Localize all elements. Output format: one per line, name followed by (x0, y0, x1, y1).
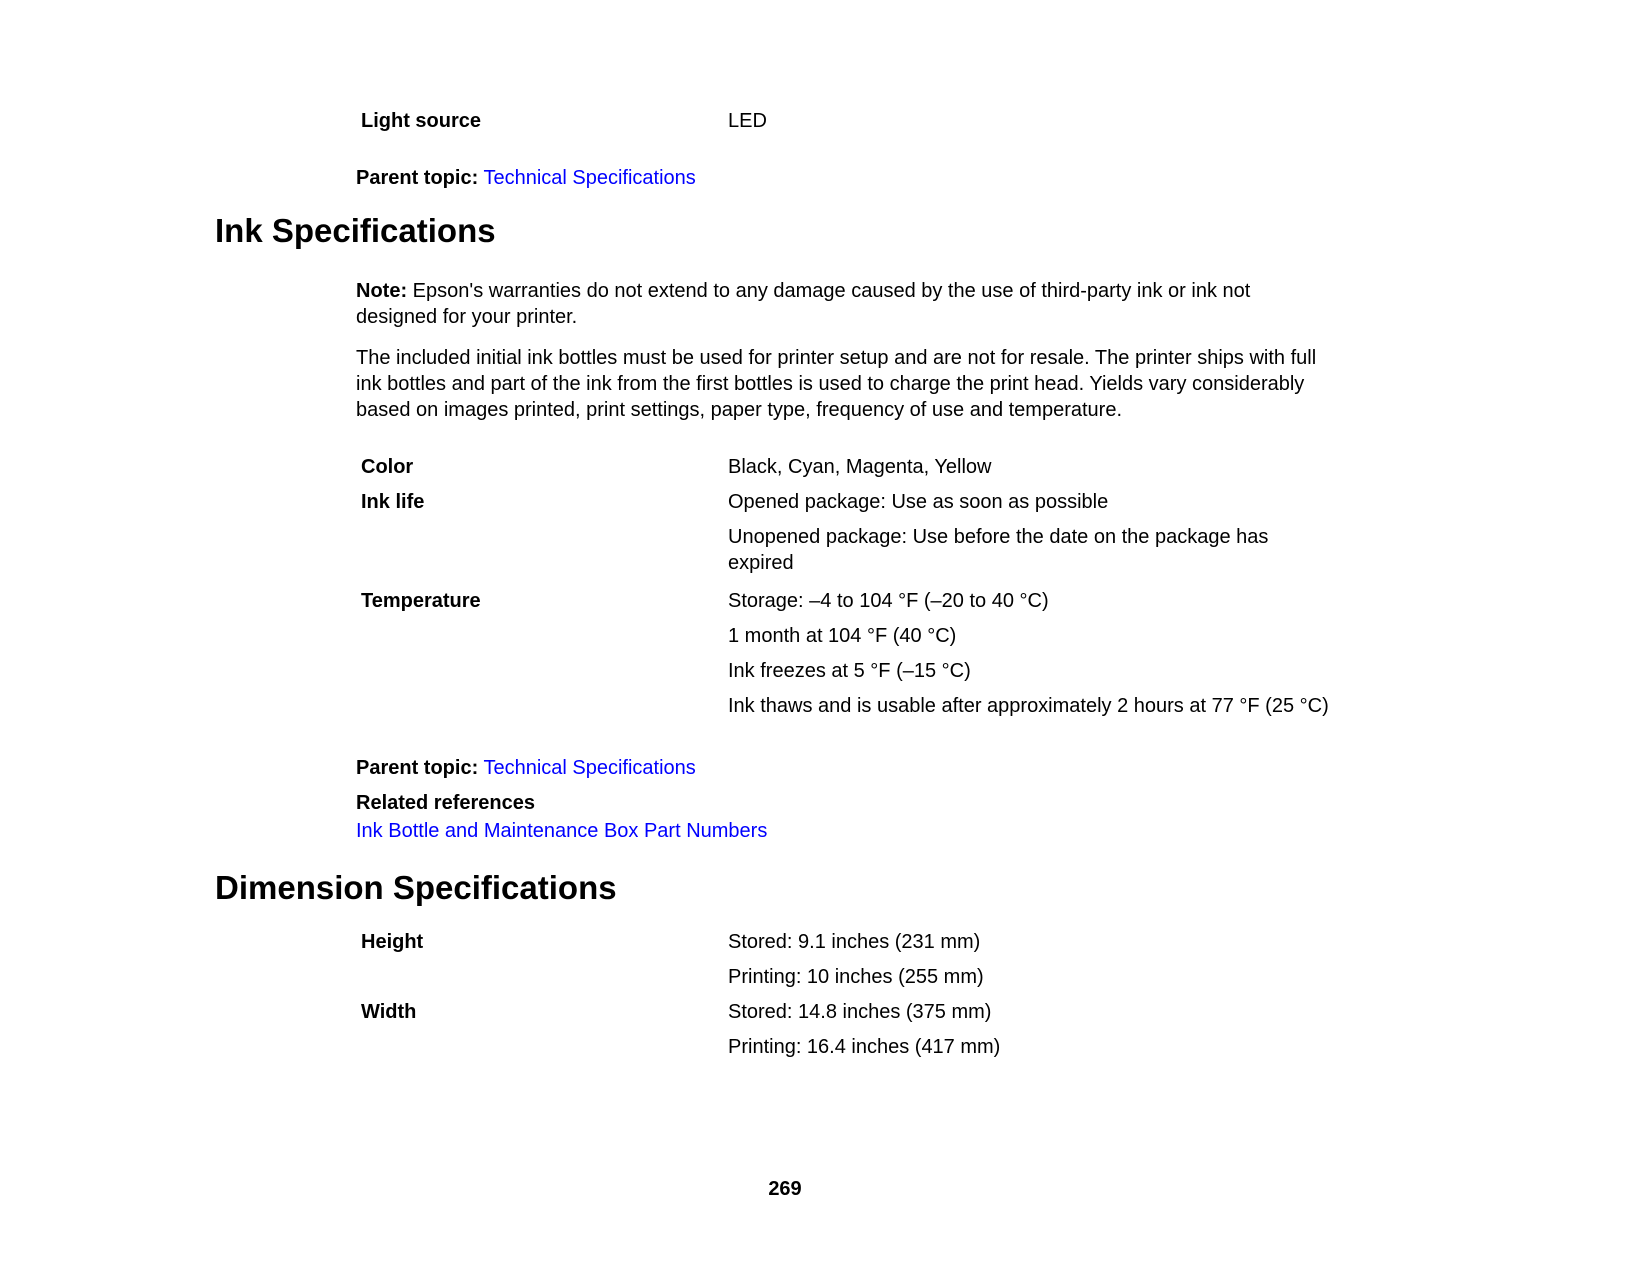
note-text: Epson's warranties do not extend to any damage caused by the use of third-party ink or ink not designed for your printer. (356, 280, 1251, 328)
related-reference-link[interactable]: Ink Bottle and Maintenance Box Part Numbers (356, 820, 768, 842)
ink-note-paragraph (356, 278, 1331, 330)
spec-value (728, 489, 1353, 515)
spec-value (728, 623, 1353, 649)
spec-label: Light source (361, 110, 482, 132)
parent-topic-label: Parent topic: (356, 167, 479, 189)
spec-row (361, 489, 1361, 515)
spec-row (361, 929, 1361, 955)
ink-spec-table (361, 454, 1361, 728)
spec-row (361, 524, 1361, 576)
spec-label (361, 623, 728, 649)
light-source-spec-table (361, 108, 1361, 143)
spec-label (361, 693, 728, 719)
spec-row (361, 588, 1361, 614)
spec-value-line: Ink thaws and is usable after approximately 2 hours at 77 °F (25 °C) (728, 695, 1329, 717)
spec-label (361, 658, 728, 684)
spec-row (361, 1034, 1361, 1060)
spec-value-line: expired (728, 552, 794, 574)
spec-value-line: Ink freezes at 5 °F (–15 °C) (728, 660, 971, 682)
spec-label (361, 524, 728, 576)
ink-specifications-heading: Ink Specifications (215, 212, 496, 249)
dimension-specifications-heading: Dimension Specifications (215, 869, 617, 906)
spec-label (361, 1034, 728, 1060)
spec-value-line: 1 month at 104 °F (40 °C) (728, 625, 957, 647)
spec-value-line: Stored: 14.8 inches (375 mm) (728, 1001, 992, 1023)
spec-label: Temperature (361, 590, 481, 612)
spec-row (361, 964, 1361, 990)
spec-value (728, 454, 1353, 480)
spec-row (361, 454, 1361, 480)
spec-value (728, 524, 1353, 576)
spec-label: Ink life (361, 491, 425, 513)
spec-value-line: Stored: 9.1 inches (231 mm) (728, 931, 981, 953)
parent-topic-row (356, 165, 696, 191)
spec-value (728, 929, 1353, 955)
spec-value (728, 588, 1353, 614)
spec-value (728, 999, 1353, 1025)
spec-row (361, 658, 1361, 684)
related-references-label: Related references (356, 792, 535, 814)
spec-value-line: Printing: 16.4 inches (417 mm) (728, 1036, 1001, 1058)
related-reference-row (356, 818, 767, 844)
parent-topic-link[interactable]: Technical Specifications (483, 757, 696, 779)
spec-row (361, 999, 1361, 1025)
spec-value (728, 658, 1353, 684)
page-number: 269 (768, 1178, 802, 1200)
spec-value (728, 1034, 1353, 1060)
spec-value (728, 964, 1353, 990)
parent-topic-link[interactable]: Technical Specifications (483, 167, 696, 189)
ink-intro-paragraph: The included initial ink bottles must be used for printer setup and are not for resale. The printer ships with full ink bottles and part of the ink from the first bottles is used to charge the print head. Yields vary considerably based on images printed, print settings, paper type, frequency of use and temperature. (356, 347, 1317, 421)
note-label: Note: (356, 280, 408, 302)
dimension-spec-table (361, 929, 1361, 1069)
spec-row (361, 693, 1361, 719)
spec-label (361, 964, 728, 990)
spec-row (361, 108, 1361, 134)
spec-row (361, 623, 1361, 649)
spec-value-line: Black, Cyan, Magenta, Yellow (728, 456, 992, 478)
spec-value-line: Printing: 10 inches (255 mm) (728, 966, 984, 988)
spec-value-line: LED (728, 110, 767, 132)
spec-label: Height (361, 931, 424, 953)
spec-value-line: Opened package: Use as soon as possible (728, 491, 1109, 513)
spec-value-line: Storage: –4 to 104 °F (–20 to 40 °C) (728, 590, 1049, 612)
spec-value-line: Unopened package: Use before the date on the package has (728, 526, 1269, 548)
spec-label: Color (361, 456, 414, 478)
parent-topic-label: Parent topic: (356, 757, 479, 779)
parent-topic-row (356, 755, 696, 781)
spec-label: Width (361, 1001, 417, 1023)
spec-value (728, 108, 1353, 134)
spec-value (728, 693, 1353, 719)
